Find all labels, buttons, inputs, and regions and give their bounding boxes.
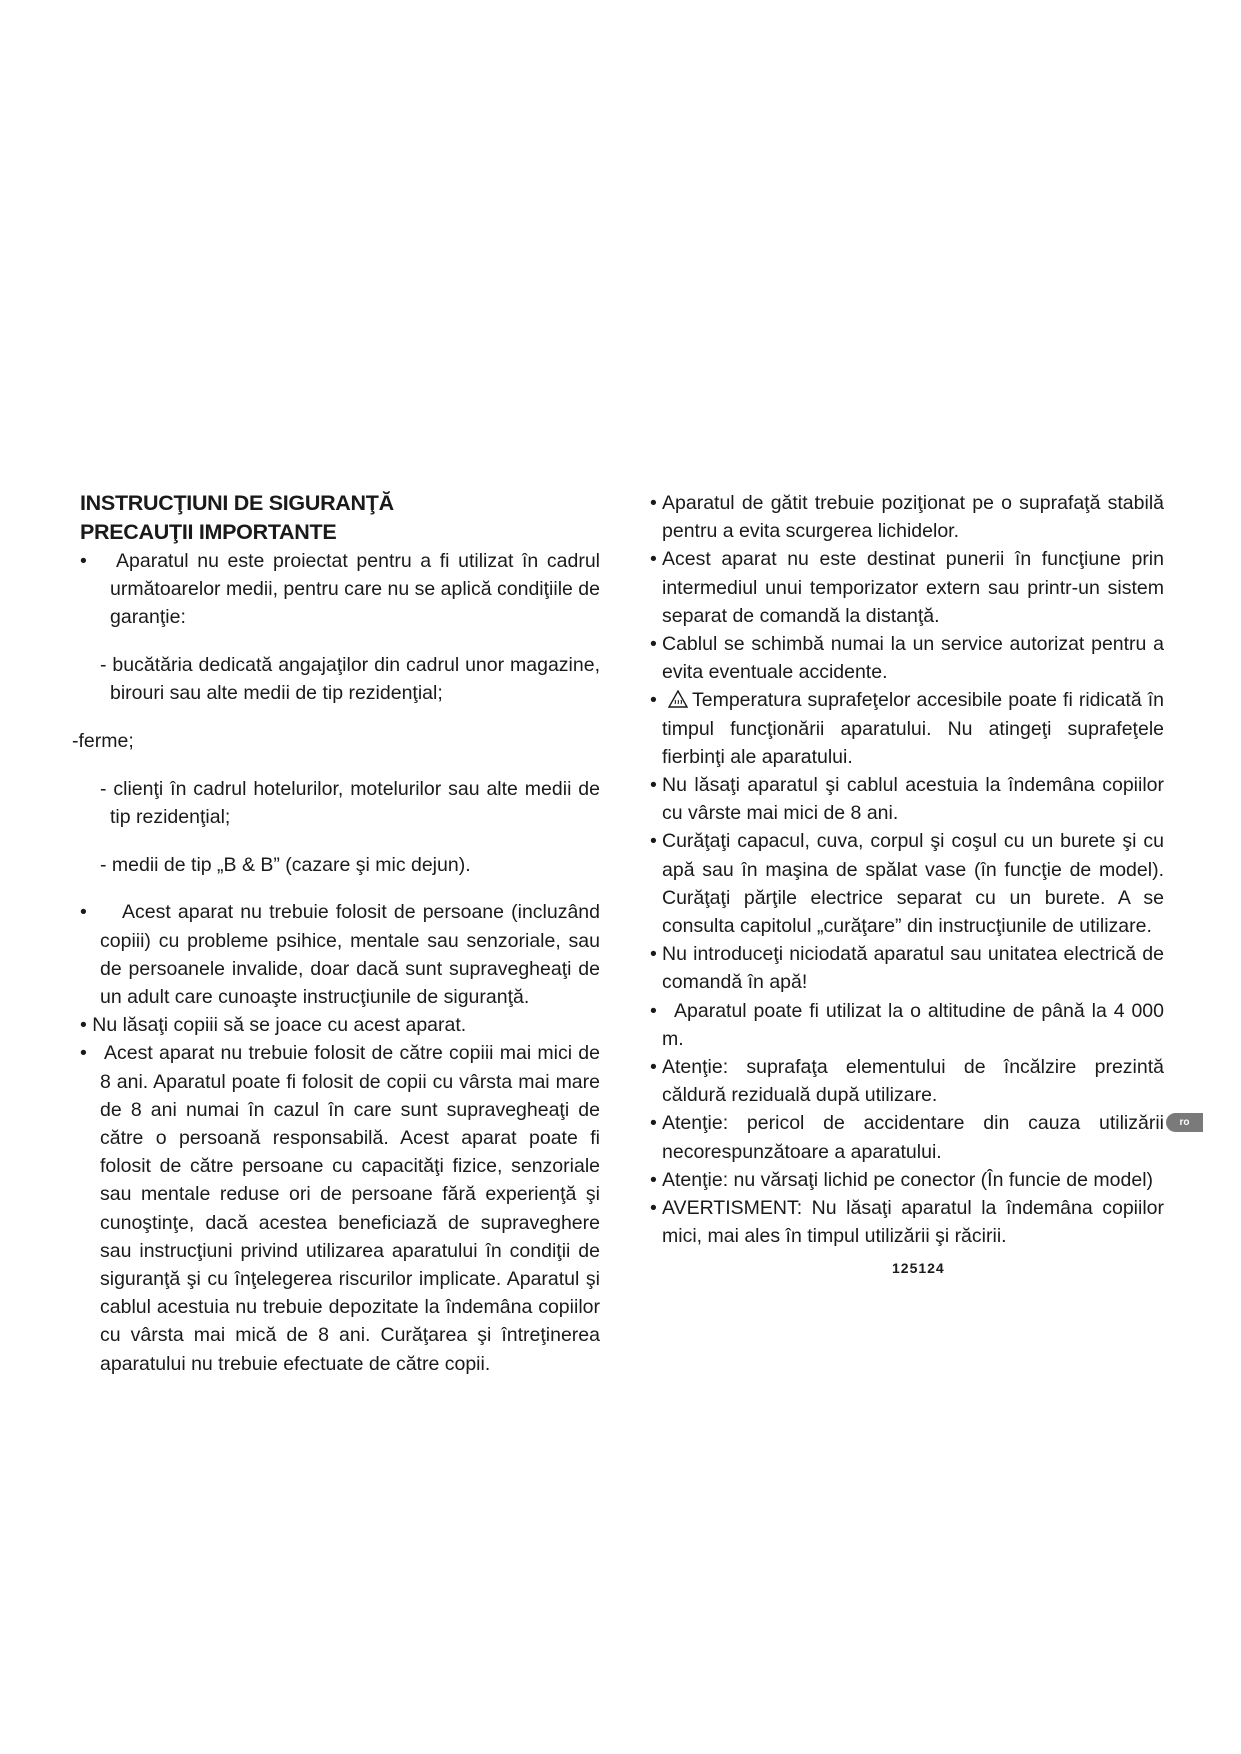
list-item: • Nu lăsaţi copiii să se joace cu acest aparat.	[80, 1014, 467, 1037]
list-item: • Cablul se schimbă numai la un service autorizat pentru a evita eventuale accidente.	[650, 630, 1164, 686]
sub-list-item: - bucătăria dedicată angajaţilor din cadrul unor magazine, birouri sau alte medii de tip rezidenţial;	[100, 654, 600, 705]
list-item: • AVERTISMENT: Nu lăsaţi aparatul la îndemâna copiilor mici, mai ales în timpul utilizării şi răcirii.	[650, 1194, 1164, 1250]
list-item: • Acest aparat nu trebuie folosit de către copiii mai mici de 8 ani. Aparatul poate fi folosit de copii cu vârsta mai mare de 8 ani numai în cazul în care sunt supravegheaţi de către o persoană responsabilă. Acest aparat poate fi folosit de către persoane cu capacităţi fizice, senzoriale sau mentale reduse ori de persoane fără experienţă şi cunoştinţe, dacă acestea beneficiază de supraveghere sau instrucţiuni privind utilizarea aparatului în condiţii de siguranţă şi cu înţelegerea riscurilor implicate. Aparatul şi cablul acestuia nu trebuie depozitate la îndemâna copiilor cu vârsta mai mică de 8 ani. Curăţarea şi întreţinerea aparatului nu trebuie efectuate de către copii.	[80, 1039, 600, 1377]
bullet-icon: •	[650, 999, 657, 1022]
sub-list-item: - medii de tip „B & B” (cazare şi mic dejun).	[100, 853, 471, 876]
bullet-icon: •	[650, 943, 657, 966]
bullet-icon: •	[80, 1014, 93, 1037]
list-item: • Atenţie: nu vărsaţi lichid pe conector (În funcie de model)	[650, 1166, 1164, 1194]
bullet-icon: •	[650, 1168, 657, 1191]
section-subtitle: PRECAUŢII IMPORTANTE	[80, 520, 337, 544]
list-item: • Aparatul de gătit trebuie poziţionat pe o suprafaţă stabilă pentru a evita scurgerea lichidelor.	[650, 489, 1164, 545]
list-item: • Atenţie: suprafaţa elementului de încălzire prezintă căldură reziduală după utilizare.	[650, 1053, 1164, 1109]
list-item: • Temperatura suprafeţelor accesibile poate fi ridicată în timpul funcţionării aparatului. Nu atingeţi suprafeţele fierbinţi ale aparatului.	[650, 686, 1164, 771]
bullet-icon: •	[80, 550, 87, 572]
left-column	[72, 489, 600, 1378]
bullet-icon: •	[650, 548, 657, 571]
bullet-icon: •	[80, 1042, 87, 1065]
hot-surface-warning-icon	[668, 690, 688, 708]
bullet-icon: •	[650, 774, 657, 797]
bullet-icon: •	[650, 1112, 657, 1135]
list-item: • Acest aparat nu trebuie folosit de persoane (incluzând copiii) cu probleme psihice, mentale sau senzoriale, sau de persoanele invalide, doar dacă sunt supravegheaţi de un adult care cunoaşte instrucţiunile de siguranţă.	[80, 898, 600, 1011]
bullet-icon: •	[650, 492, 657, 514]
list-item: • Acest aparat nu este destinat punerii în funcţiune prin intermediul unui temporizator extern sau printr-un sistem separat de comandă la distanţă.	[650, 545, 1164, 630]
list-item: • Curăţaţi capacul, cuva, corpul şi coşul cu un burete şi cu apă sau în maşina de spălat vase (în funcţie de model). Curăţaţi părţile electrice separat cu un burete. A se consulta capitolul „curăţare” din instrucţiunile de utilizare.	[650, 827, 1164, 940]
list-item: • Atenţie: pericol de accidentare din cauza utilizării necorespunzătoare a aparatului.	[650, 1109, 1164, 1165]
bullet-icon: •	[650, 830, 657, 853]
list-item: • Aparatul nu este proiectat pentru a fi utilizat în cadrul următoarelor medii, pentru care nu se aplică condiţiile de garanţie:	[80, 547, 600, 632]
language-tab: ro	[1166, 1113, 1203, 1132]
bullet-icon: •	[650, 689, 657, 712]
page-number: 125124	[892, 1260, 945, 1276]
list-item: • Nu introduceţi niciodată aparatul sau unitatea electrică de comandă în apă!	[650, 940, 1164, 996]
sub-list-item: -ferme;	[72, 730, 134, 753]
list-item: • Aparatul poate fi utilizat la o altitudine de până la 4 000 m.	[650, 997, 1164, 1053]
bullet-icon: •	[650, 633, 657, 656]
right-column	[650, 489, 1164, 1250]
sub-list-item: - clienţi în cadrul hotelurilor, motelurilor sau alte medii de tip rezidenţial;	[100, 777, 600, 828]
section-title: INSTRUCŢIUNI DE SIGURANŢĂ	[80, 491, 394, 515]
bullet-icon: •	[650, 1056, 657, 1079]
bullet-icon: •	[650, 1197, 657, 1220]
bullet-icon: •	[80, 901, 87, 924]
list-item: • Nu lăsaţi aparatul şi cablul acestuia la îndemâna copiilor cu vârste mai mici de 8 ani.	[650, 771, 1164, 827]
